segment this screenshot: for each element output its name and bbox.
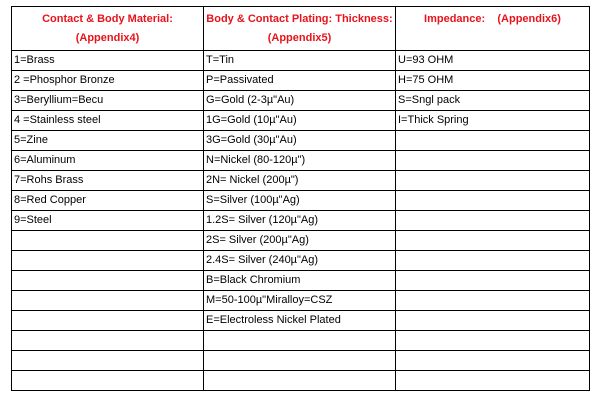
plating-cell: 2N= Nickel (200µ") <box>204 171 396 191</box>
material-cell: 7=Rohs Brass <box>12 171 204 191</box>
plating-cell: P=Passivated <box>204 71 396 91</box>
impedance-cell <box>396 171 590 191</box>
material-cell: 2 =Phosphor Bronze <box>12 71 204 91</box>
impedance-cell <box>396 271 590 291</box>
impedance-cell <box>396 131 590 151</box>
material-cell <box>12 351 204 371</box>
impedance-cell <box>396 251 590 271</box>
impedance-cell <box>396 151 590 171</box>
table-row <box>12 251 590 271</box>
material-cell: 4 =Stainless steel <box>12 111 204 131</box>
table-body <box>12 7 590 391</box>
impedance-cell: I=Thick Spring <box>396 111 590 131</box>
plating-cell: 1.2S= Silver (120µ"Ag) <box>204 211 396 231</box>
material-cell <box>12 291 204 311</box>
plating-cell: B=Black Chromium <box>204 271 396 291</box>
plating-cell: T=Tin <box>204 51 396 71</box>
table-row <box>12 371 590 391</box>
table-row <box>12 271 590 291</box>
header-col1-line2: (Appendix4) <box>75 32 140 44</box>
material-cell: 6=Aluminum <box>12 151 204 171</box>
table-row <box>12 211 590 231</box>
table-row <box>12 131 590 151</box>
plating-cell: 3G=Gold (30µ"Au) <box>204 131 396 151</box>
plating-cell: 1G=Gold (10µ"Au) <box>204 111 396 131</box>
header-col2-line1: Body & Contact Plating: Thickness: <box>206 13 393 25</box>
material-cell <box>12 331 204 351</box>
impedance-cell <box>396 231 590 251</box>
table-row <box>12 291 590 311</box>
plating-cell: 2S= Silver (200µ"Ag) <box>204 231 396 251</box>
impedance-cell <box>396 291 590 311</box>
header-impedance <box>396 7 590 51</box>
impedance-cell: U=93 OHM <box>396 51 590 71</box>
impedance-cell <box>396 311 590 331</box>
plating-cell <box>204 351 396 371</box>
header-col1-line1: Contact & Body Material: <box>42 13 173 25</box>
material-cell: 3=Beryllium=Becu <box>12 91 204 111</box>
table-row <box>12 191 590 211</box>
table-row <box>12 111 590 131</box>
table-row <box>12 311 590 331</box>
header-col2-line2: (Appendix5) <box>267 32 332 44</box>
table-row <box>12 91 590 111</box>
table-row <box>12 231 590 251</box>
table-row <box>12 331 590 351</box>
impedance-cell <box>396 351 590 371</box>
material-cell <box>12 311 204 331</box>
table-row <box>12 171 590 191</box>
table-row <box>12 51 590 71</box>
table-row <box>12 71 590 91</box>
material-cell: 5=Zine <box>12 131 204 151</box>
impedance-cell: S=Sngl pack <box>396 91 590 111</box>
header-row <box>12 7 590 51</box>
material-cell <box>12 371 204 391</box>
table-row <box>12 151 590 171</box>
plating-cell: M=50-100µ"Miralloy=CSZ <box>204 291 396 311</box>
material-cell: 8=Red Copper <box>12 191 204 211</box>
header-contact-body-material <box>12 7 204 51</box>
impedance-cell <box>396 371 590 391</box>
material-cell <box>12 271 204 291</box>
impedance-cell <box>396 331 590 351</box>
header-col3-line1: Impedance: (Appendix6) <box>424 13 561 25</box>
plating-cell: S=Silver (100µ"Ag) <box>204 191 396 211</box>
plating-cell: G=Gold (2-3µ"Au) <box>204 91 396 111</box>
impedance-cell <box>396 191 590 211</box>
material-cell: 9=Steel <box>12 211 204 231</box>
plating-cell <box>204 371 396 391</box>
material-cell: 1=Brass <box>12 51 204 71</box>
header-plating-thickness <box>204 7 396 51</box>
appendix-table <box>11 6 590 391</box>
plating-cell: N=Nickel (80-120µ") <box>204 151 396 171</box>
plating-cell: 2.4S= Silver (240µ"Ag) <box>204 251 396 271</box>
impedance-cell <box>396 211 590 231</box>
impedance-cell: H=75 OHM <box>396 71 590 91</box>
table-row <box>12 351 590 371</box>
material-cell <box>12 231 204 251</box>
plating-cell: E=Electroless Nickel Plated <box>204 311 396 331</box>
material-cell <box>12 251 204 271</box>
plating-cell <box>204 331 396 351</box>
